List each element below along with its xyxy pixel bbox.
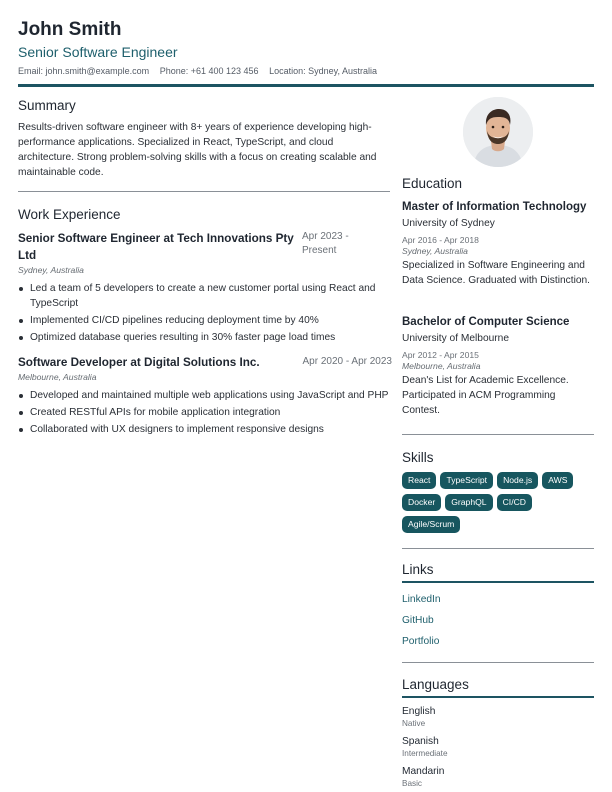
bullet-icon: [19, 428, 23, 432]
languages-heading: Languages: [402, 677, 469, 692]
list-item: Created RESTful APIs for mobile application integration: [18, 405, 392, 420]
education-description: Specialized in Software Engineering and Data Science. Graduated with Distinction.: [402, 260, 590, 286]
job-dates: [302, 355, 392, 369]
list-item: Led a team of 5 developers to create a new customer portal using React and TypeScript: [18, 281, 392, 311]
job-dates: [302, 230, 349, 258]
skills-list: [402, 472, 594, 538]
skills-divider: [402, 548, 594, 549]
job-header: [18, 230, 392, 264]
bullet-icon: [19, 287, 23, 291]
education-divider: [402, 434, 594, 435]
job-location: Sydney, Australia: [18, 265, 84, 275]
job-role: Software Developer at Digital Solutions Inc.: [18, 356, 260, 369]
contact-location: Location: Sydney, Australia: [269, 66, 377, 76]
links-list: [402, 592, 441, 655]
work-heading: Work Experience: [18, 207, 121, 222]
language-item: [402, 765, 448, 789]
link-github[interactable]: GitHub: [402, 615, 434, 626]
education-location: Melbourne, Australia: [402, 361, 481, 371]
education-dates: Apr 2012 - Apr 2015: [402, 350, 479, 360]
job-entry: [18, 354, 392, 439]
education-description: Dean's List for Academic Excellence. Participated in ACM Programming Contest.: [402, 375, 569, 416]
school-name: University of Melbourne: [402, 333, 510, 344]
skill-chip: Node.js: [497, 472, 538, 489]
education-location: Sydney, Australia: [402, 246, 468, 256]
profile-photo: [463, 97, 533, 167]
job-bullets: [18, 281, 392, 345]
link-linkedin[interactable]: LinkedIn: [402, 594, 441, 605]
job-role: Senior Software Engineer at Tech Innovations Pty Ltd: [18, 232, 294, 262]
job-date-start: Apr 2023 -: [302, 231, 349, 242]
language-item: [402, 735, 448, 759]
skill-chip: Agile/Scrum: [402, 516, 460, 533]
avatar: [463, 97, 533, 167]
links-underline: [402, 581, 594, 583]
school-name: University of Sydney: [402, 218, 495, 229]
bullet-icon: [19, 336, 23, 340]
skill-chip: TypeScript: [440, 472, 493, 489]
list-item: Implemented CI/CD pipelines reducing deployment time by 40%: [18, 313, 392, 328]
skill-chip: React: [402, 472, 436, 489]
contact-email: Email: john.smith@example.com: [18, 66, 150, 76]
language-level: Native: [402, 719, 426, 728]
job-header: [18, 354, 392, 371]
candidate-name: John Smith: [18, 19, 122, 40]
link-portfolio[interactable]: Portfolio: [402, 636, 440, 647]
skill-chip: CI/CD: [497, 494, 532, 511]
links-divider: [402, 662, 594, 663]
bullet-icon: [19, 411, 23, 415]
language-name: Mandarin: [402, 766, 445, 777]
list-item: Developed and maintained multiple web applications using JavaScript and PHP: [18, 388, 392, 403]
education-entry: [402, 315, 594, 418]
summary-divider: [18, 191, 390, 192]
job-location: Melbourne, Australia: [18, 372, 97, 382]
contact-phone: Phone: +61 400 123 456: [159, 66, 259, 76]
list-item: Optimized database queries resulting in 30% faster page load times: [18, 330, 392, 345]
job-date-range: Apr 2020 - Apr 2023: [302, 356, 392, 367]
links-heading: Links: [402, 562, 434, 577]
skill-chip: Docker: [402, 494, 441, 511]
skills-heading: Skills: [402, 450, 434, 465]
education-dates: Apr 2016 - Apr 2018: [402, 235, 479, 245]
language-level: Basic: [402, 779, 423, 788]
bullet-icon: [19, 394, 23, 398]
education-heading: Education: [402, 176, 463, 191]
language-item: [402, 705, 448, 729]
skill-chip: AWS: [542, 472, 573, 489]
bullet-icon: [19, 319, 23, 323]
summary-heading: Summary: [18, 98, 76, 113]
header-divider: [18, 84, 594, 87]
languages-underline: [402, 696, 594, 698]
job-date-end: Present: [302, 245, 337, 256]
contact-line: [18, 66, 385, 76]
skill-chip: GraphQL: [445, 494, 492, 511]
degree-name: Bachelor of Computer Science: [402, 316, 570, 328]
job-entry: [18, 230, 392, 347]
language-name: Spanish: [402, 736, 439, 747]
degree-name: Master of Information Technology: [402, 201, 587, 213]
candidate-title: Senior Software Engineer: [18, 44, 178, 60]
job-bullets: [18, 388, 392, 437]
list-item: Collaborated with UX designers to implement responsive designs: [18, 422, 392, 437]
language-name: English: [402, 706, 436, 717]
education-entry: [402, 200, 594, 288]
summary-text: Results-driven software engineer with 8+ years of experience developing high-performance applications. Specialized in React, TypeScript, and cloud architecture. Strong problem-solving skills with a focus on creating scalable and maintainable code.: [18, 122, 377, 178]
languages-list: [402, 705, 448, 792]
language-level: Intermediate: [402, 749, 448, 758]
